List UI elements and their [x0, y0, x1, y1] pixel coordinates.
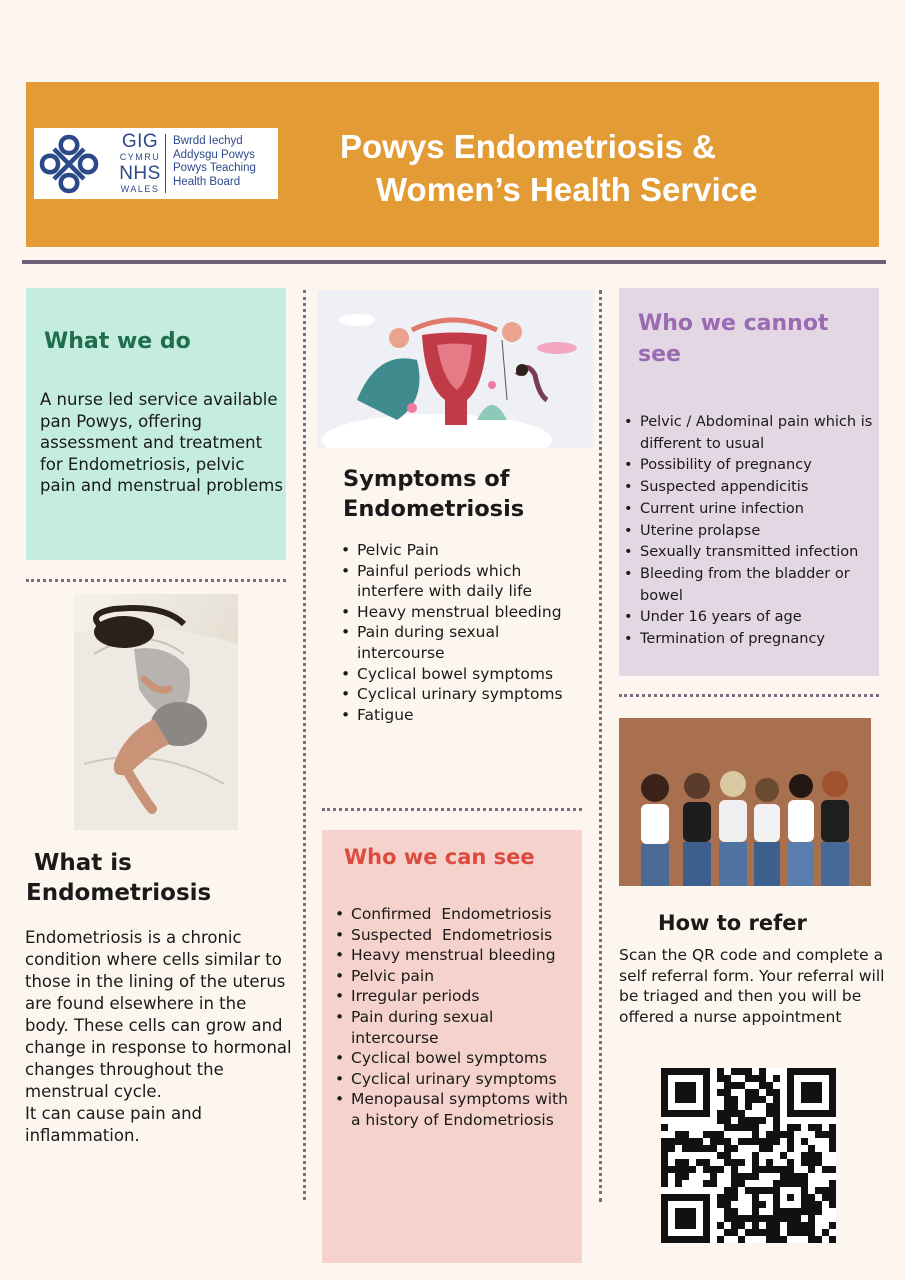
list-item: • Under 16 years of age — [624, 607, 876, 629]
logo-line: Health Board — [173, 175, 241, 188]
can-see-heading: Who we can see — [344, 845, 535, 869]
page-title-line1: Powys Endometriosis & — [340, 128, 716, 165]
section-divider — [322, 808, 582, 811]
list-item: • Painful periods which interfere with daily life — [341, 561, 591, 602]
list-item: • Fatigue — [341, 705, 591, 726]
list-item: • Menopausal symptoms with a history of Endometriosis — [335, 1089, 580, 1130]
what-we-do-heading: What we do — [44, 329, 191, 354]
logo-line: Powys Teaching — [173, 162, 256, 174]
what-is-heading-line2: Endometriosis — [26, 880, 212, 906]
list-item: • Cyclical urinary symptoms — [335, 1069, 580, 1090]
list-item: • Irregular periods — [335, 986, 580, 1007]
list-item: • Cyclical bowel symptoms — [341, 664, 591, 685]
what-is-heading-line1: What is — [34, 850, 132, 876]
logo-divider — [165, 134, 166, 193]
what-is-heading — [26, 848, 211, 908]
symptoms-heading-line2: Endometriosis — [343, 496, 525, 522]
how-to-refer-heading: How to refer — [658, 911, 807, 935]
logo-line: Addysgu Powys — [173, 148, 255, 161]
can-see-list — [335, 904, 580, 1131]
cannot-see-heading: Who we cannot see — [638, 311, 829, 367]
logo-gig-text: GIG — [121, 131, 159, 152]
woman-in-pain-photo — [74, 594, 238, 830]
list-item: • Pelvic / Abdominal pain which is different to usual — [624, 412, 876, 455]
list-item: • Suspected Endometriosis — [335, 925, 580, 946]
logo-wordmark — [118, 132, 162, 196]
list-item: • Current urine infection — [624, 499, 876, 521]
list-item: • Pain during sexual intercourse — [341, 622, 591, 663]
list-item: • Bleeding from the bladder or bowel — [624, 564, 876, 607]
logo-nhs-text: NHS — [119, 163, 161, 184]
symptoms-heading-line1: Symptoms of — [343, 466, 510, 492]
how-to-refer-text: Scan the QR code and complete a self referral form. Your referral will be triaged and then you will be offered a nurse appointment — [619, 946, 885, 1026]
uterus-illustration — [317, 290, 593, 448]
list-item: • Pain during sexual intercourse — [335, 1007, 580, 1048]
symptoms-heading — [343, 464, 524, 524]
list-item: • Possibility of pregnancy — [624, 455, 876, 477]
what-we-do-text: A nurse led service available pan Powys, offering assessment and treatment for Endometriosis, pelvic pain and menstrual problems — [40, 390, 283, 495]
column-divider-left — [303, 290, 306, 1200]
logo-cymru-text: CYMRU — [119, 152, 161, 162]
group-of-women-photo — [619, 718, 871, 886]
section-divider — [26, 579, 286, 582]
list-item: • Uterine prolapse — [624, 521, 876, 543]
referral-qr-code[interactable] — [661, 1068, 836, 1243]
what-is-text — [25, 927, 295, 1147]
list-item: • Heavy menstrual bleeding — [341, 602, 591, 623]
symptoms-list — [341, 540, 591, 725]
list-item: • Cyclical urinary symptoms — [341, 684, 591, 705]
logo-line: Bwrdd Iechyd — [173, 135, 243, 147]
column-divider-right — [599, 290, 602, 1202]
list-item: • Suspected appendicitis — [624, 477, 876, 499]
list-item: • Cyclical bowel symptoms — [335, 1048, 580, 1069]
what-is-paragraph: It can cause pain and inflammation. — [25, 1104, 203, 1145]
section-divider — [619, 694, 879, 697]
list-item: • Heavy menstrual bleeding — [335, 945, 580, 966]
qr-code-icon — [661, 1068, 836, 1243]
list-item: • Confirmed Endometriosis — [335, 904, 580, 925]
logo-wales-text: WALES — [120, 184, 160, 194]
header-divider — [22, 260, 886, 264]
list-item: • Pelvic Pain — [341, 540, 591, 561]
list-item: • Termination of pregnancy — [624, 629, 876, 651]
list-item: • Sexually transmitted infection — [624, 542, 876, 564]
what-is-paragraph: Endometriosis is a chronic condition where cells similar to those in the lining of the uterus are found elsewhere in the body. These cells can grow and change in response to hormonal changes throughout the menstrual cycle. — [25, 928, 292, 1101]
page-title-line2: Women’s Health Service — [376, 171, 758, 208]
health-board-name — [173, 135, 256, 189]
cannot-see-list — [624, 412, 876, 651]
list-item: • Pelvic pain — [335, 966, 580, 987]
celtic-knot-icon — [36, 131, 102, 197]
nhs-wales-logo — [34, 128, 278, 199]
